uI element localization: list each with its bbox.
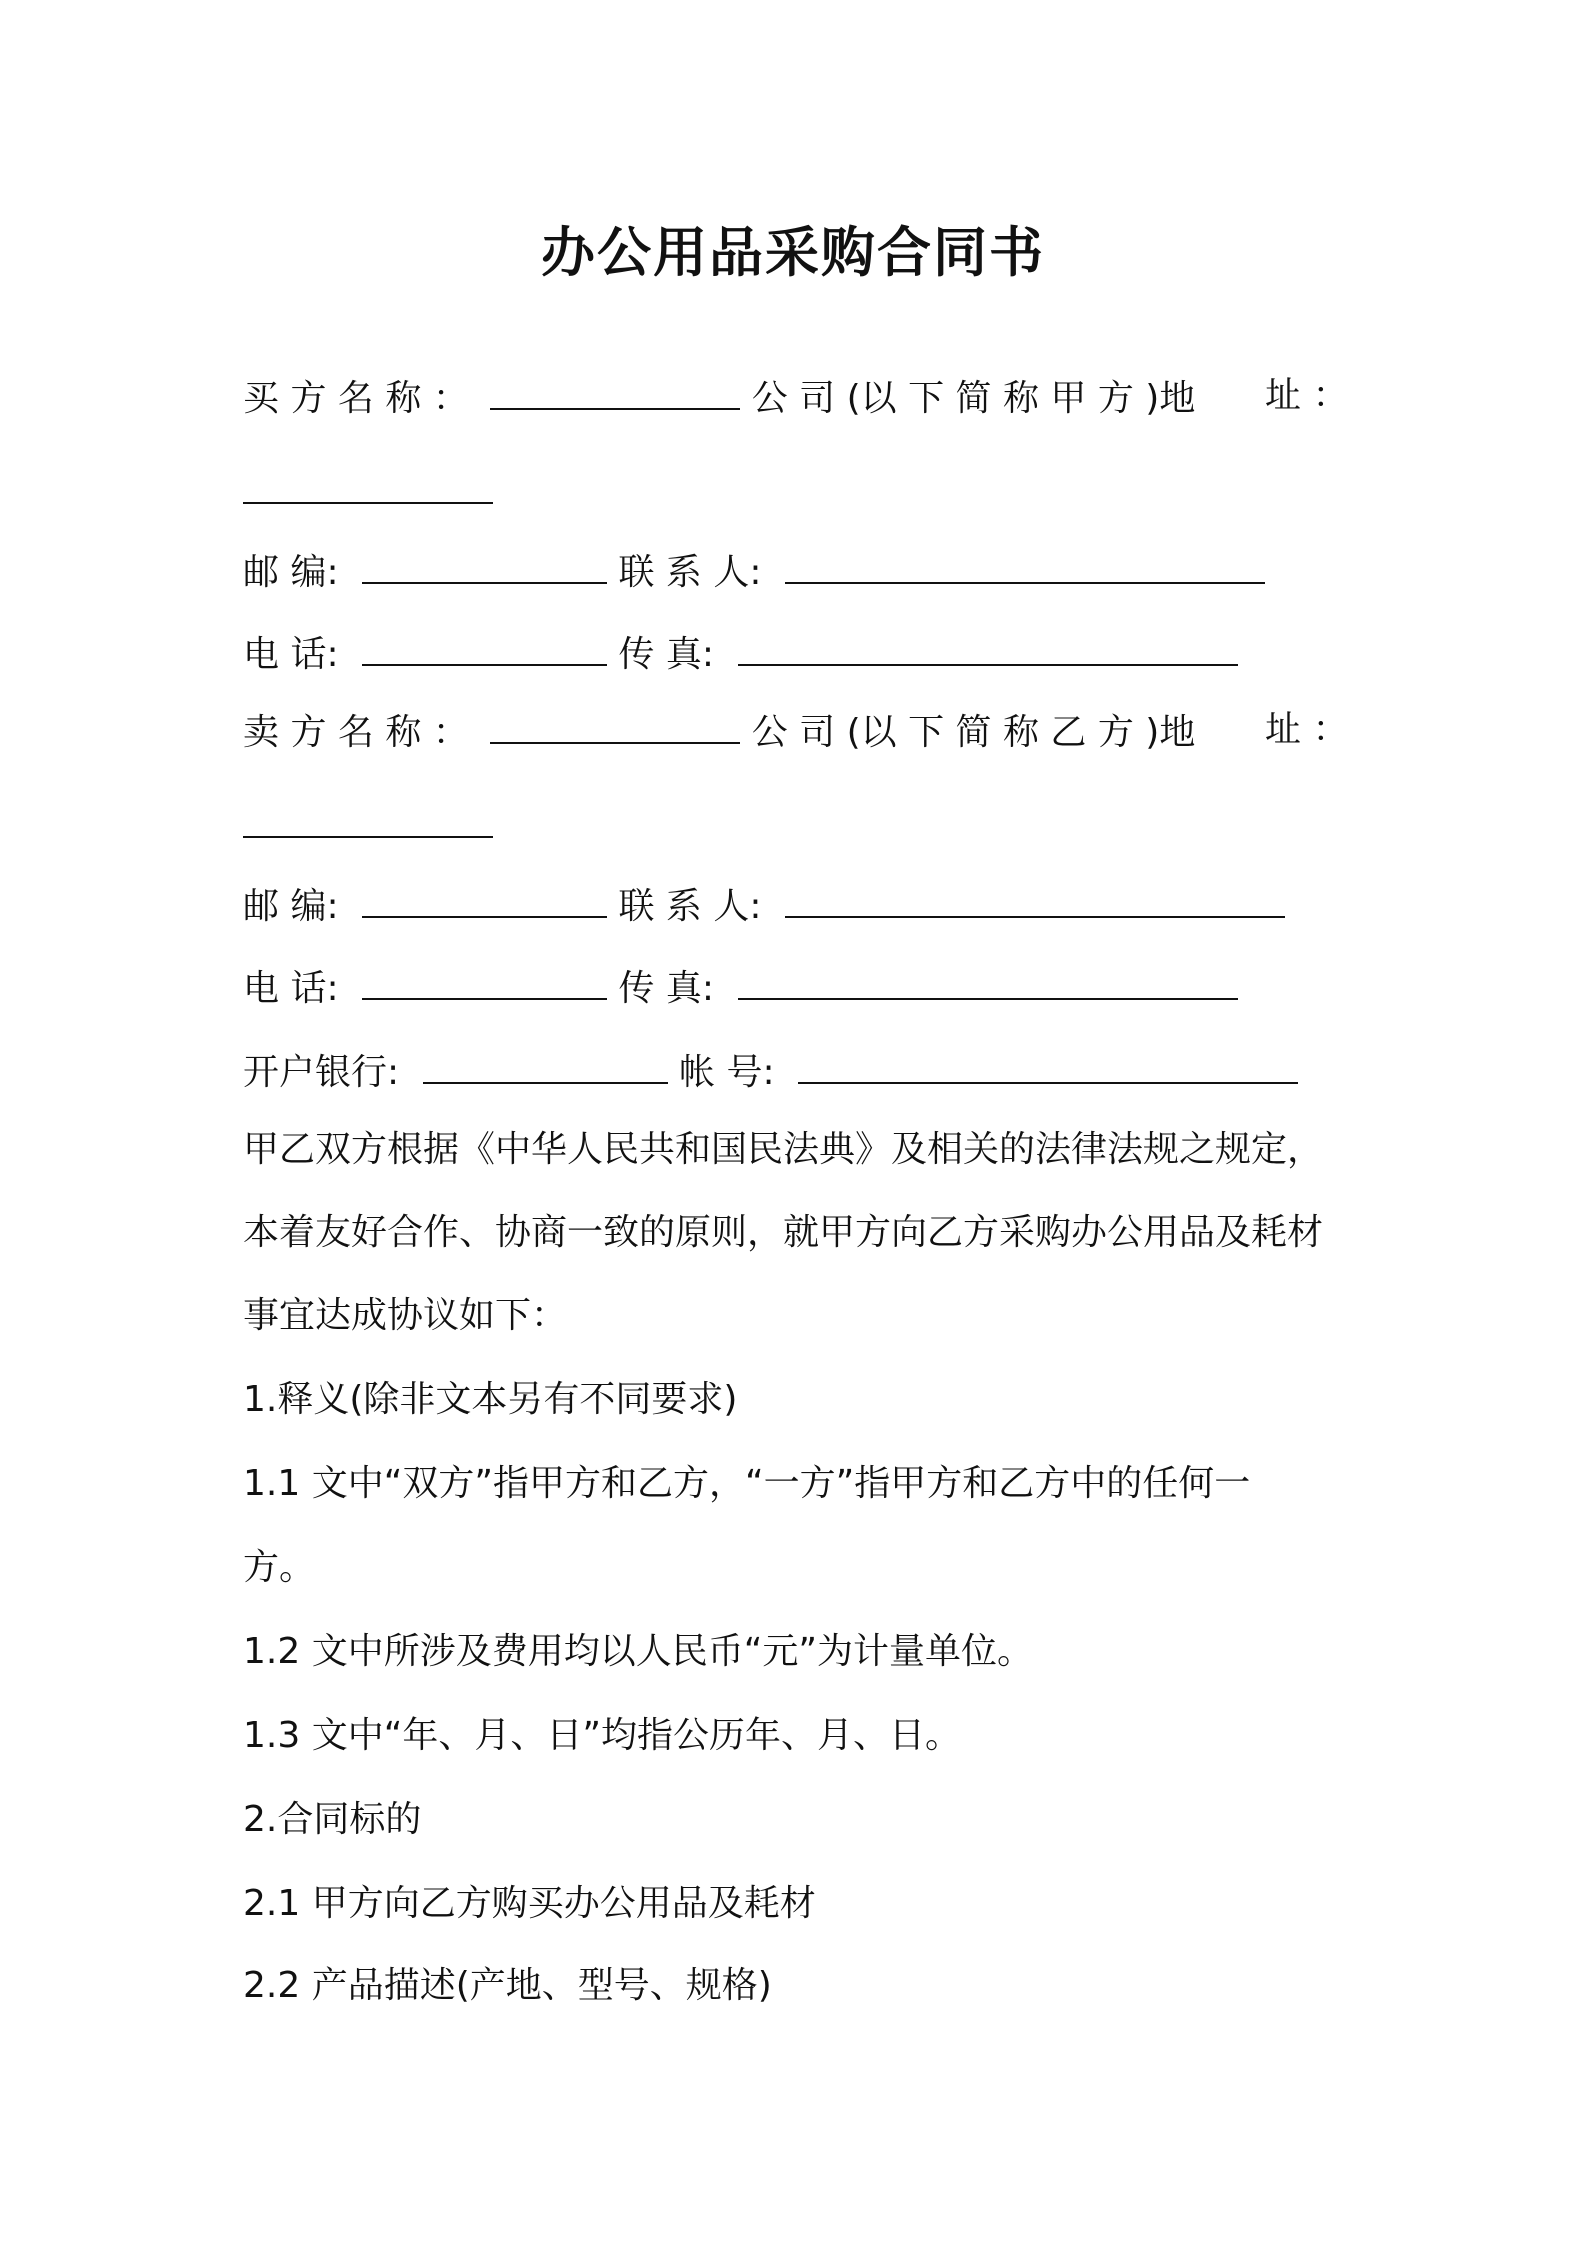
buyer-contact-blank (785, 552, 1265, 584)
buyer-phone-label: 电 话: (243, 634, 339, 675)
seller-bank-blank (423, 1052, 668, 1084)
buyer-postcode-label: 邮 编: (243, 552, 339, 593)
buyer-postcode-row (243, 552, 1265, 591)
seller-postcode-blank (362, 886, 607, 918)
seller-bank-row (243, 1052, 1298, 1091)
seller-phone-row (243, 968, 1238, 1007)
seller-postcode-row (243, 886, 1285, 925)
seller-postcode-label: 邮 编: (243, 886, 339, 927)
seller-phone-label: 电 话: (243, 968, 339, 1009)
seller-company-suffix: 公 司 (以 下 简 称 乙 方 )地 (751, 712, 1196, 753)
clause-2-2: 2.2 产品描述(产地、型号、规格) (243, 1965, 772, 2006)
clause-2-1: 2.1 甲方向乙方购买办公用品及耗材 (243, 1883, 816, 1924)
clause-1-1: 1.1 文中“双方”指甲方和乙方，“一方”指甲方和乙方中的任何一 (243, 1463, 1251, 1504)
buyer-address-blank (243, 472, 493, 504)
buyer-postcode-blank (362, 552, 607, 584)
intro-line-2: 本着友好合作、协商一致的原则，就甲方向乙方采购办公用品及耗材 (243, 1212, 1324, 1253)
buyer-name-blank (490, 378, 740, 410)
seller-name-blank (490, 712, 740, 744)
seller-address-blank (243, 806, 493, 838)
clause-1: 1.释义(除非文本另有不同要求) (243, 1379, 738, 1420)
buyer-fax-blank (738, 634, 1238, 666)
buyer-address-row (243, 472, 493, 511)
seller-name-row (243, 712, 1195, 751)
buyer-address-label: 址 ： (1265, 375, 1349, 416)
clause-2: 2.合同标的 (243, 1799, 422, 1840)
seller-address-label: 址 ： (1265, 709, 1349, 750)
seller-fax-label: 传 真: (618, 968, 715, 1009)
seller-account-label: 帐 号: (679, 1052, 775, 1093)
buyer-phone-row (243, 634, 1238, 673)
seller-name-label: 卖 方 名 称 ： (243, 712, 469, 753)
buyer-phone-blank (362, 634, 607, 666)
page-title: 办公用品采购合同书 (541, 221, 1045, 284)
buyer-contact-label: 联 系 人: (618, 552, 762, 593)
intro-line-3: 事宜达成协议如下： (243, 1295, 568, 1336)
seller-bank-label: 开户银行: (243, 1052, 400, 1093)
seller-fax-blank (738, 968, 1238, 1000)
seller-phone-blank (362, 968, 607, 1000)
seller-contact-label: 联 系 人: (618, 886, 762, 927)
seller-address-row (243, 806, 493, 845)
clause-1-3: 1.3 文中“年、月、日”均指公历年、月、日。 (243, 1715, 961, 1756)
buyer-company-suffix: 公 司 (以 下 简 称 甲 方 )地 (751, 378, 1196, 419)
clause-1-1-cont: 方。 (243, 1547, 316, 1588)
clause-1-2: 1.2 文中所涉及费用均以人民币“元”为计量单位。 (243, 1631, 1033, 1672)
buyer-name-row (243, 378, 1195, 417)
intro-line-1: 甲乙双方根据《中华人民共和国民法典》及相关的法律法规之规定， (243, 1129, 1324, 1170)
seller-account-blank (798, 1052, 1298, 1084)
buyer-fax-label: 传 真: (618, 634, 715, 675)
buyer-name-label: 买 方 名 称 ： (243, 378, 469, 419)
seller-contact-blank (785, 886, 1285, 918)
